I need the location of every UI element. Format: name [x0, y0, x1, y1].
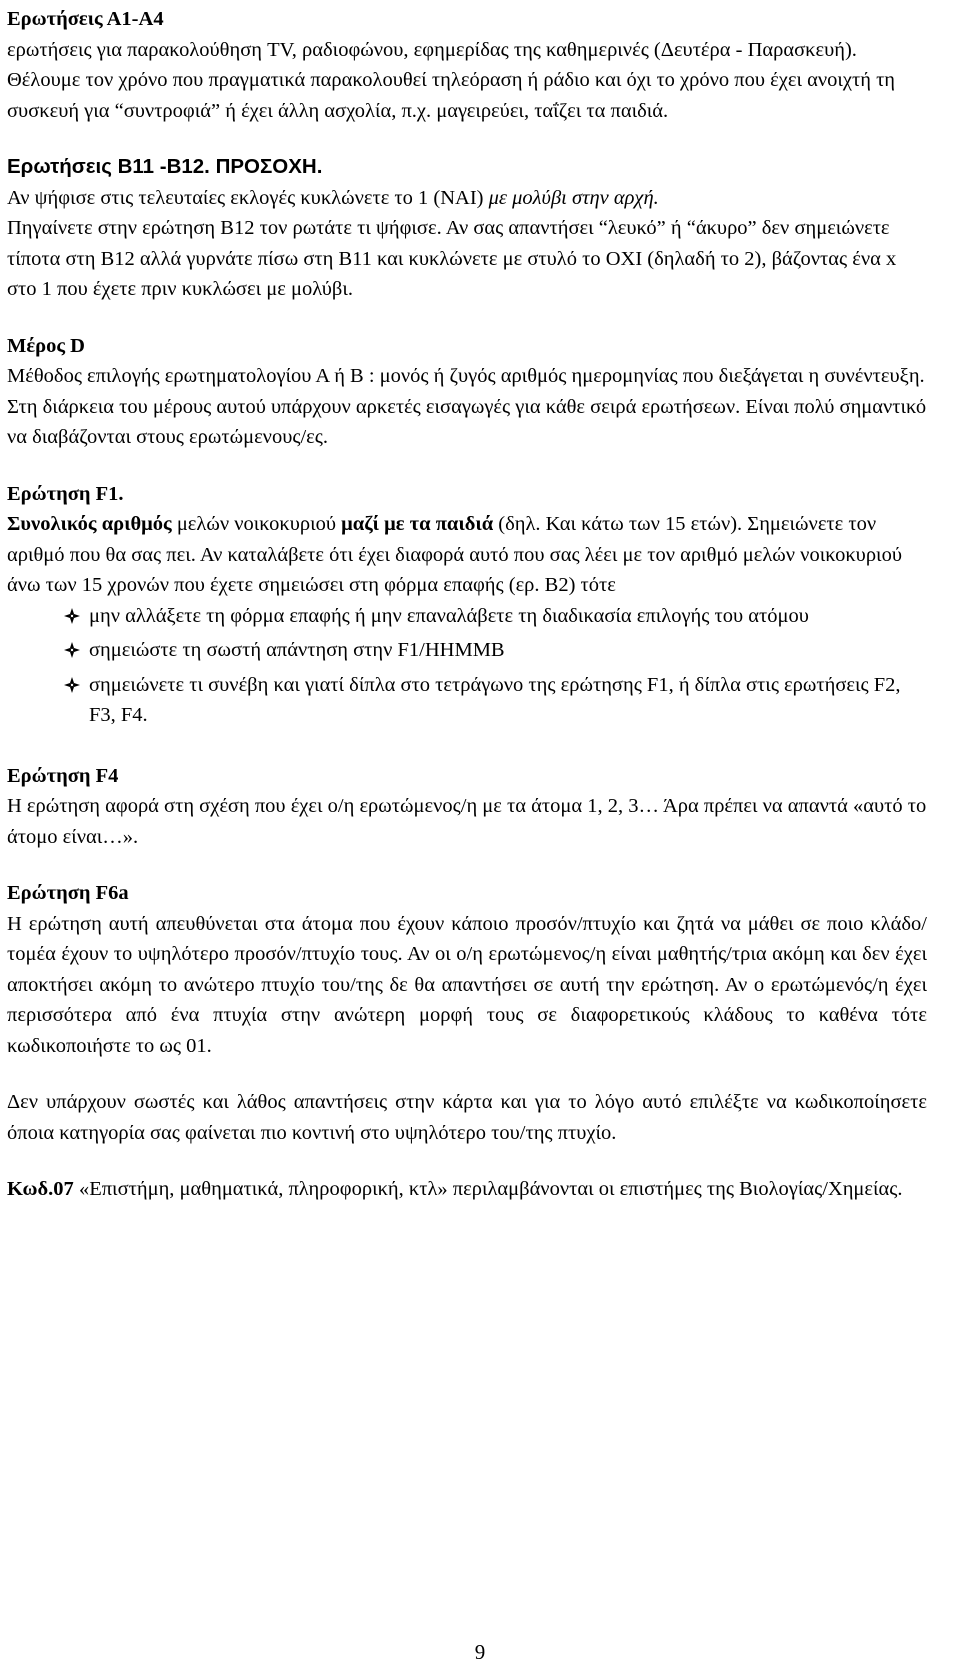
list-item [7, 635, 927, 666]
paragraph-b12: Πηγαίνετε στην ερώτηση B12 τον ρωτάτε τι ψήφισε. Αν σας απαντήσει “λευκό” ή “άκυρο” δεν σημειώνετε τίποτα στη B12 αλλά γυρνάτε πίσω στη B11 και κυκλώνετε με στυλό το ΟΧΙ (δηλαδή το 2), βάζοντας ένα x στο 1 που έχετε πριν κυκλώσει με μολύβι. [7, 217, 897, 300]
paragraph-f6a-main: Η ερώτηση αυτή απευθύνεται στα άτομα που έχουν κάποιο προσόν/πτυχίο και ζητά να μάθει σε ποιο κλάδο/τομέα έχουν το υψηλότερο προσόν/πτυχίο τους. Αν οι ο/η ερωτώμενος/η είναι μαθητής/τρια ακόμη και δεν έχει αποκτήσει ακόμη το ανώτερο πτυχίο του/της δε θα απαντήσει σε αυτή την ερώτηση. Αν ο ερωτώμενός/η έχει περισσότερα από ένα πτυχία στην ανώτερη μορφή τους σε διαφορετικούς κλάδους το καθένα τότε κωδικοποιήστε το ως 01. [7, 912, 927, 1057]
spacer [7, 1148, 927, 1174]
f1-instruction-list [7, 601, 927, 731]
diamond-bullet-icon [64, 608, 80, 624]
b11-line-italic: με μολύβι στην αρχή. [488, 186, 659, 209]
paragraph-a1-a4: ερωτήσεις για παρακολούθηση TV, ραδιοφώνου, εφημερίδας της καθημερινές (Δευτέρα - Παρασκευή). Θέλουμε τον χρόνο που πραγματικά παρακολουθεί τηλεόραση ή ράδιο και όχι το χρόνο που έχει ανοιχτή τη συσκευή για “συντροφιά” ή έχει άλλη ασχολία, π.χ. μαγειρεύει, ταΐζει τα παιδιά. [7, 38, 896, 122]
heading-a1-a4: Ερωτήσεις Α1-Α4 [7, 8, 164, 30]
f1-text-rest: (δηλ. Και κάτω των 15 ετών). Σημειώνετε τον αριθμό που θα σας πει. Αν καταλάβετε ότι έχει διαφορά αυτό που σας λέει με τον αριθμό μελών νοικοκυριού άνω των 15 χρονών που έχετε σημειώσει στη φόρμα επαφής (ερ. B2) τότε [7, 513, 902, 596]
page-content [7, 4, 927, 1205]
paragraph-f4: Η ερώτηση αφορά στη σχέση που έχει ο/η ερωτώμενος/η με τα άτομα 1, 2, 3… Άρα πρέπει να απαντά «αυτό το άτομο είναι…». [7, 795, 927, 848]
diamond-bullet-icon [64, 677, 80, 693]
spacer [7, 305, 927, 331]
list-item [7, 670, 927, 731]
spacer [7, 453, 927, 479]
list-item-text: σημειώστε τη σωστή απάντηση στην F1/HHMMB [89, 639, 505, 661]
spacer [7, 126, 927, 152]
code-text: «Επιστήμη, μαθηματικά, πληροφορική, κτλ» περιλαμβάνονται οι επιστήμες της Βιολογίας/Χημείας. [73, 1178, 903, 1200]
code-label: Κωδ.07 [7, 1178, 74, 1200]
paragraph-part-d-method: Μέθοδος επιλογής ερωτηματολογίου Α ή Β : μονός ή ζυγός αριθμός ημερομηνίας που διεξάγεται η συνέντευξη. [7, 365, 925, 387]
spacer [7, 1061, 927, 1087]
heading-f1: Ερώτηση F1. [7, 482, 124, 505]
heading-f4: Ερώτηση F4 [7, 764, 119, 787]
paragraph-b11-line [7, 183, 927, 214]
spacer [7, 852, 927, 878]
list-item-text: σημειώνετε τι συνέβη και γιατί δίπλα στο τετράγωνο της ερώτησης F1, ή δίπλα στις ερωτήσεις F2, F3, F4. [89, 673, 901, 726]
heading-part-d: Μέρος D [7, 334, 85, 357]
heading-b11-b12: Ερωτήσεις B11 -B12. ΠΡΟΣΟΧΗ. [7, 155, 323, 178]
b11-line-text: Αν ψήφισε στις τελευταίες εκλογές κυκλώνετε το 1 (ΝΑΙ) [7, 186, 484, 209]
heading-f6a: Ερώτηση F6a [7, 882, 129, 904]
f1-bold-total: Συνολικός αριθμός [7, 513, 172, 535]
list-item [7, 601, 927, 632]
spacer [7, 735, 927, 761]
paragraph-f1 [7, 509, 927, 601]
f1-bold-children: μαζί με τα παιδιά [341, 513, 494, 535]
diamond-bullet-icon [64, 642, 80, 658]
paragraph-f6a-code [7, 1174, 927, 1205]
page-number: 9 [474, 1640, 486, 1664]
paragraph-part-d-intro: Στη διάρκεια του μέρους αυτού υπάρχουν αρκετές εισαγωγές για κάθε σειρά ερωτήσεων. Είναι πολύ σημαντικό να διαβάζονται στους ερωτώμενους/ες. [7, 395, 927, 448]
paragraph-f6a-card: Δεν υπάρχουν σωστές και λάθος απαντήσεις στην κάρτα και για το λόγο αυτό επιλέξτε να κωδικοποίησετε όποια κατηγορία σας φαίνεται πιο κοντινή στο υψηλότερο του/της πτυχίο. [7, 1091, 927, 1144]
f1-text-members: μελών νοικοκυριού [171, 513, 342, 535]
list-item-text: μην αλλάξετε τη φόρμα επαφής ή μην επαναλάβετε τη διαδικασία επιλογής του ατόμου [89, 604, 809, 627]
